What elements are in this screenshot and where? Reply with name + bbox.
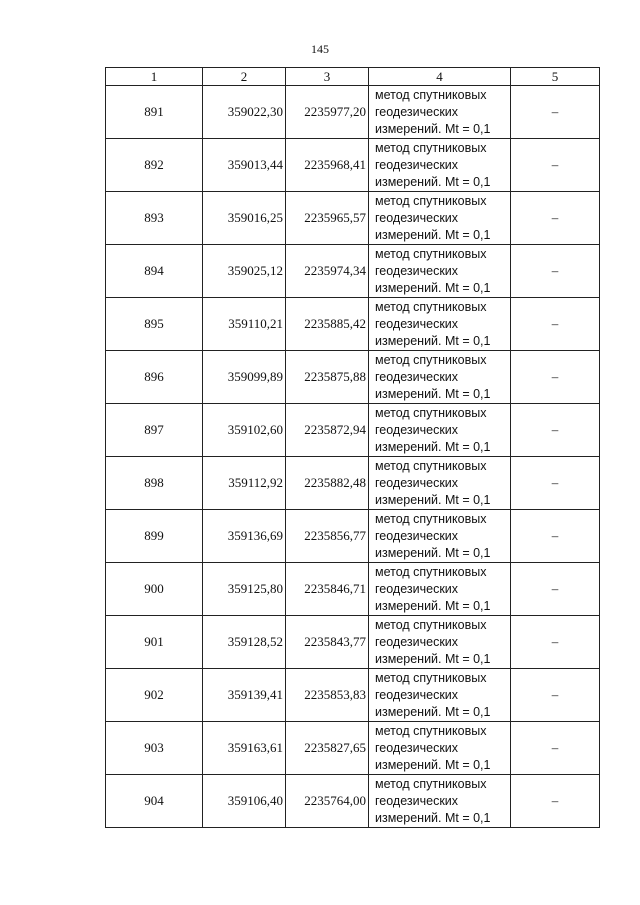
y-coordinate-cell: 2235875,88 bbox=[286, 351, 369, 404]
note-cell: – bbox=[511, 616, 600, 669]
method-text-line: метод спутниковых bbox=[375, 723, 487, 738]
note-cell: – bbox=[511, 722, 600, 775]
method-text-line: метод спутниковых bbox=[375, 352, 487, 367]
method-text-line: измерений. Mt = 0,1 bbox=[375, 651, 491, 666]
header-col-4: 4 bbox=[369, 68, 511, 86]
method-text-line: метод спутниковых bbox=[375, 670, 487, 685]
header-col-5: 5 bbox=[511, 68, 600, 86]
note-cell: – bbox=[511, 510, 600, 563]
table-row bbox=[106, 457, 600, 510]
page-number: 145 bbox=[311, 42, 329, 56]
x-coordinate-cell: 359136,69 bbox=[203, 510, 286, 563]
note-cell: – bbox=[511, 563, 600, 616]
note-cell: – bbox=[511, 669, 600, 722]
method-text-line: геодезических bbox=[375, 316, 459, 331]
point-number-cell: 898 bbox=[106, 457, 203, 510]
method-text-line: измерений. Mt = 0,1 bbox=[375, 492, 491, 507]
point-number-cell: 893 bbox=[106, 192, 203, 245]
method-text-line: метод спутниковых bbox=[375, 405, 487, 420]
table-row bbox=[106, 351, 600, 404]
method-cell bbox=[369, 351, 511, 404]
point-number-cell: 900 bbox=[106, 563, 203, 616]
point-number-cell: 894 bbox=[106, 245, 203, 298]
table-row bbox=[106, 563, 600, 616]
method-text-line: метод спутниковых bbox=[375, 246, 487, 261]
y-coordinate-cell: 2235882,48 bbox=[286, 457, 369, 510]
method-text-line: измерений. Mt = 0,1 bbox=[375, 227, 491, 242]
point-number-cell: 903 bbox=[106, 722, 203, 775]
note-cell: – bbox=[511, 775, 600, 828]
y-coordinate-cell: 2235846,71 bbox=[286, 563, 369, 616]
x-coordinate-cell: 359112,92 bbox=[203, 457, 286, 510]
method-cell bbox=[369, 86, 511, 139]
method-text-line: измерений. Mt = 0,1 bbox=[375, 704, 491, 719]
x-coordinate-cell: 359163,61 bbox=[203, 722, 286, 775]
method-text-line: геодезических bbox=[375, 740, 459, 755]
table-row bbox=[106, 616, 600, 669]
method-text-line: геодезических bbox=[375, 369, 459, 384]
method-text-line: измерений. Mt = 0,1 bbox=[375, 121, 491, 136]
method-text-line: метод спутниковых bbox=[375, 140, 487, 155]
method-cell bbox=[369, 298, 511, 351]
method-text-line: измерений. Mt = 0,1 bbox=[375, 598, 491, 613]
note-cell: – bbox=[511, 298, 600, 351]
header-col-2: 2 bbox=[203, 68, 286, 86]
method-text-line: метод спутниковых bbox=[375, 87, 487, 102]
point-number-cell: 896 bbox=[106, 351, 203, 404]
method-text-line: геодезических bbox=[375, 210, 459, 225]
point-number-cell: 901 bbox=[106, 616, 203, 669]
table-row bbox=[106, 245, 600, 298]
method-text-line: метод спутниковых bbox=[375, 617, 487, 632]
method-text-line: измерений. Mt = 0,1 bbox=[375, 757, 491, 772]
header-row bbox=[106, 68, 600, 86]
table-row bbox=[106, 404, 600, 457]
method-text-line: геодезических bbox=[375, 687, 459, 702]
method-text-line: геодезических bbox=[375, 634, 459, 649]
note-cell: – bbox=[511, 245, 600, 298]
method-text-line: геодезических bbox=[375, 422, 459, 437]
y-coordinate-cell: 2235856,77 bbox=[286, 510, 369, 563]
method-text-line: геодезических bbox=[375, 263, 459, 278]
point-number-cell: 902 bbox=[106, 669, 203, 722]
method-cell bbox=[369, 245, 511, 298]
method-text-line: измерений. Mt = 0,1 bbox=[375, 810, 491, 825]
table-body bbox=[106, 86, 600, 828]
y-coordinate-cell: 2235764,00 bbox=[286, 775, 369, 828]
coordinates-table bbox=[105, 67, 600, 828]
point-number-cell: 891 bbox=[106, 86, 203, 139]
method-text-line: метод спутниковых bbox=[375, 511, 487, 526]
y-coordinate-cell: 2235968,41 bbox=[286, 139, 369, 192]
point-number-cell: 895 bbox=[106, 298, 203, 351]
x-coordinate-cell: 359110,21 bbox=[203, 298, 286, 351]
table-row bbox=[106, 86, 600, 139]
method-cell bbox=[369, 404, 511, 457]
table-row bbox=[106, 669, 600, 722]
table-row bbox=[106, 722, 600, 775]
x-coordinate-cell: 359139,41 bbox=[203, 669, 286, 722]
point-number-cell: 897 bbox=[106, 404, 203, 457]
method-text-line: измерений. Mt = 0,1 bbox=[375, 439, 491, 454]
method-cell bbox=[369, 775, 511, 828]
method-cell bbox=[369, 510, 511, 563]
y-coordinate-cell: 2235977,20 bbox=[286, 86, 369, 139]
method-text-line: измерений. Mt = 0,1 bbox=[375, 386, 491, 401]
table-header bbox=[106, 68, 600, 86]
method-text-line: измерений. Mt = 0,1 bbox=[375, 280, 491, 295]
note-cell: – bbox=[511, 404, 600, 457]
x-coordinate-cell: 359102,60 bbox=[203, 404, 286, 457]
table-row bbox=[106, 298, 600, 351]
method-text-line: метод спутниковых bbox=[375, 193, 487, 208]
note-cell: – bbox=[511, 351, 600, 404]
table-row bbox=[106, 139, 600, 192]
method-text-line: геодезических bbox=[375, 793, 459, 808]
point-number-cell: 904 bbox=[106, 775, 203, 828]
method-cell bbox=[369, 669, 511, 722]
method-text-line: метод спутниковых bbox=[375, 564, 487, 579]
method-text-line: геодезических bbox=[375, 475, 459, 490]
method-text-line: геодезических bbox=[375, 157, 459, 172]
y-coordinate-cell: 2235872,94 bbox=[286, 404, 369, 457]
method-cell bbox=[369, 457, 511, 510]
method-cell bbox=[369, 722, 511, 775]
table-row bbox=[106, 192, 600, 245]
method-text-line: метод спутниковых bbox=[375, 458, 487, 473]
note-cell: – bbox=[511, 139, 600, 192]
x-coordinate-cell: 359128,52 bbox=[203, 616, 286, 669]
y-coordinate-cell: 2235827,65 bbox=[286, 722, 369, 775]
method-text-line: измерений. Mt = 0,1 bbox=[375, 174, 491, 189]
x-coordinate-cell: 359099,89 bbox=[203, 351, 286, 404]
x-coordinate-cell: 359125,80 bbox=[203, 563, 286, 616]
table-row bbox=[106, 510, 600, 563]
method-text-line: измерений. Mt = 0,1 bbox=[375, 333, 491, 348]
note-cell: – bbox=[511, 457, 600, 510]
method-cell bbox=[369, 563, 511, 616]
y-coordinate-cell: 2235843,77 bbox=[286, 616, 369, 669]
header-col-3: 3 bbox=[286, 68, 369, 86]
x-coordinate-cell: 359013,44 bbox=[203, 139, 286, 192]
x-coordinate-cell: 359016,25 bbox=[203, 192, 286, 245]
y-coordinate-cell: 2235885,42 bbox=[286, 298, 369, 351]
method-text-line: метод спутниковых bbox=[375, 299, 487, 314]
method-text-line: измерений. Mt = 0,1 bbox=[375, 545, 491, 560]
y-coordinate-cell: 2235965,57 bbox=[286, 192, 369, 245]
method-text-line: геодезических bbox=[375, 528, 459, 543]
note-cell: – bbox=[511, 192, 600, 245]
x-coordinate-cell: 359106,40 bbox=[203, 775, 286, 828]
note-cell: – bbox=[511, 86, 600, 139]
table-row bbox=[106, 775, 600, 828]
method-text-line: метод спутниковых bbox=[375, 776, 487, 791]
header-col-1: 1 bbox=[106, 68, 203, 86]
x-coordinate-cell: 359022,30 bbox=[203, 86, 286, 139]
method-cell bbox=[369, 139, 511, 192]
method-cell bbox=[369, 192, 511, 245]
point-number-cell: 892 bbox=[106, 139, 203, 192]
y-coordinate-cell: 2235974,34 bbox=[286, 245, 369, 298]
method-text-line: геодезических bbox=[375, 581, 459, 596]
method-text-line: геодезических bbox=[375, 104, 459, 119]
y-coordinate-cell: 2235853,83 bbox=[286, 669, 369, 722]
method-cell bbox=[369, 616, 511, 669]
point-number-cell: 899 bbox=[106, 510, 203, 563]
x-coordinate-cell: 359025,12 bbox=[203, 245, 286, 298]
